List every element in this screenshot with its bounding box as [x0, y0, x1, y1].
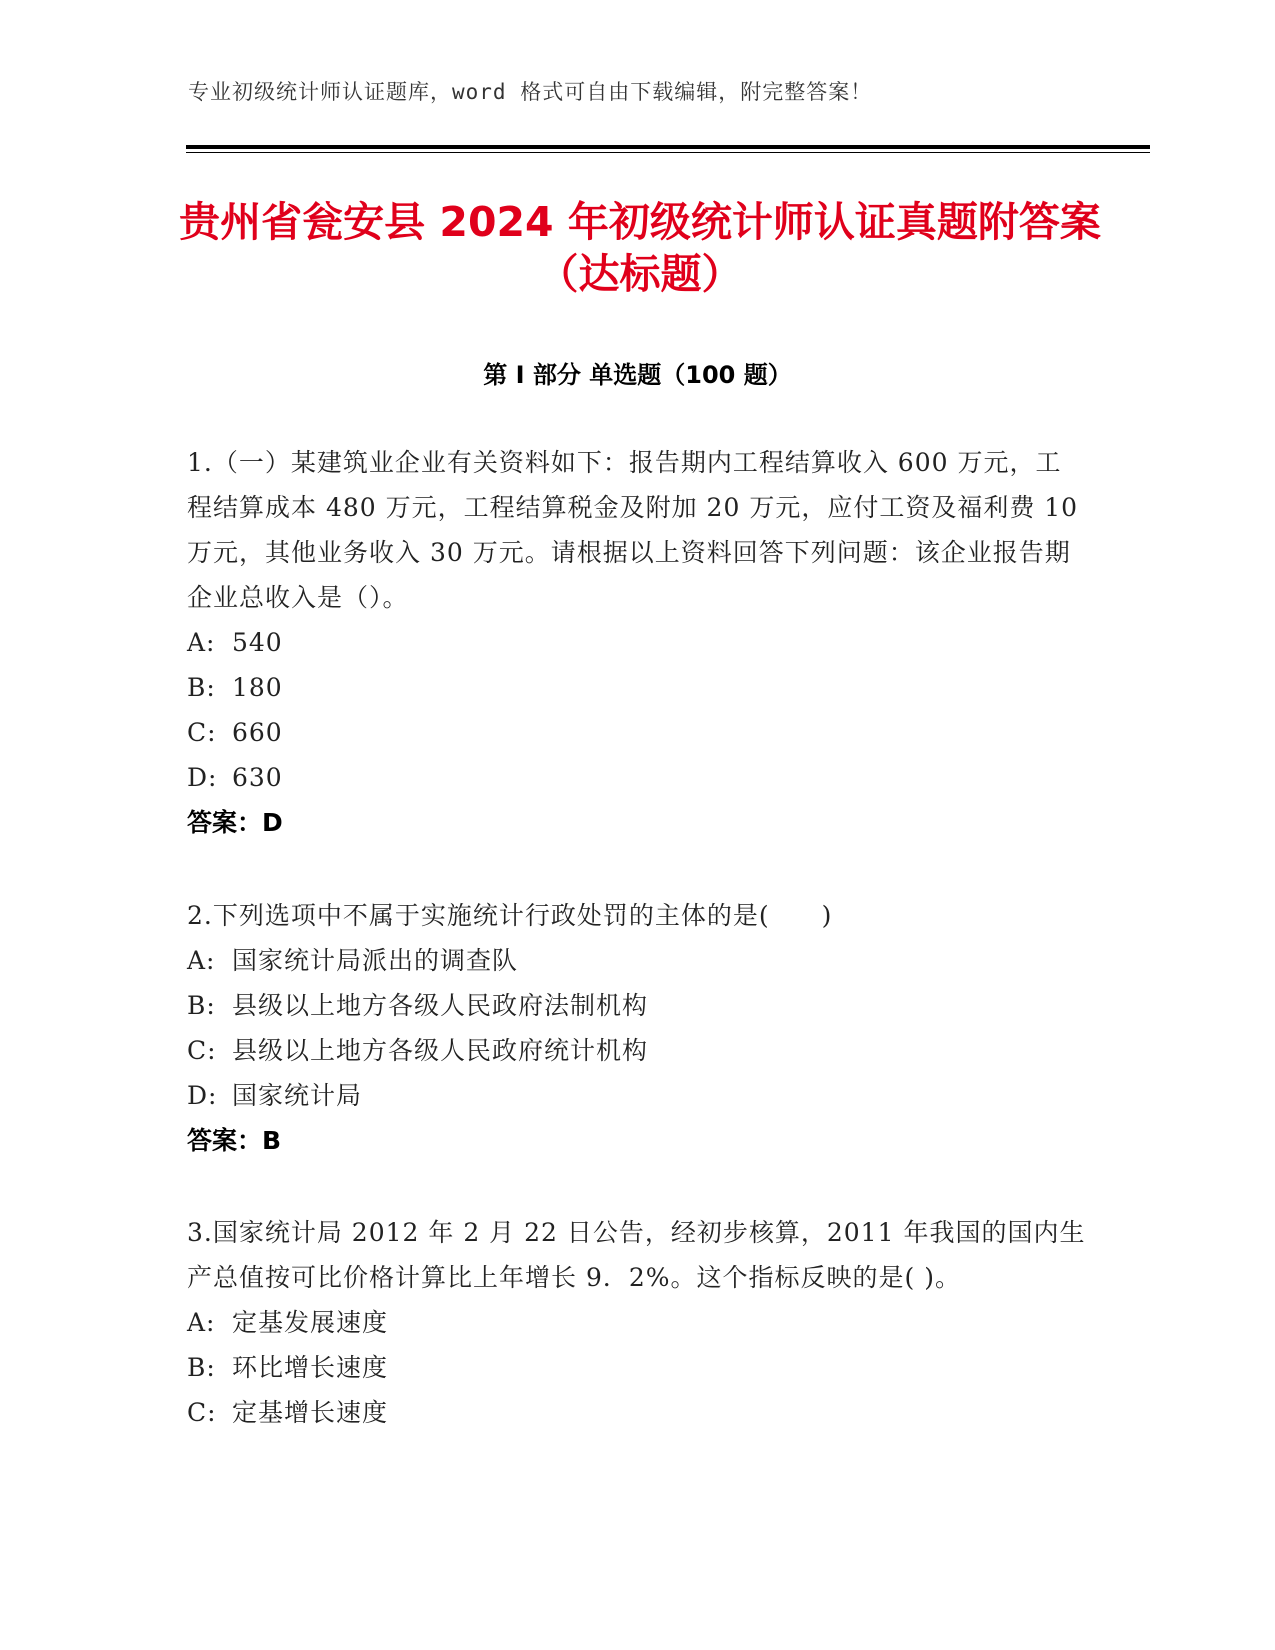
option-text: 县级以上地方各级人民政府法制机构	[232, 991, 649, 1020]
option-b	[187, 665, 1087, 710]
option-a	[187, 620, 1087, 665]
option-letter: C:	[187, 718, 217, 747]
question-2	[187, 893, 1087, 1163]
option-letter: B:	[187, 1353, 216, 1382]
option-c	[187, 710, 1087, 755]
document-title: 贵州省瓮安县 2024 年初级统计师认证真题附答案（达标题）	[179, 198, 1101, 298]
option-text: 660	[232, 718, 283, 747]
option-letter: A:	[187, 946, 216, 975]
option-d	[187, 1073, 1087, 1118]
option-text: 定基发展速度	[232, 1308, 389, 1337]
option-letter: C:	[187, 1398, 217, 1427]
option-c	[187, 1028, 1087, 1073]
option-letter: C:	[187, 1036, 217, 1065]
option-a	[187, 1300, 1087, 1345]
option-letter: A:	[187, 628, 216, 657]
answer-line: 答案：B	[187, 1126, 282, 1155]
option-text: 国家统计局派出的调查队	[232, 946, 519, 975]
option-text: 540	[232, 628, 283, 657]
header-note: 专业初级统计师认证题库，word 格式可自由下载编辑，附完整答案！	[188, 80, 873, 104]
answer-line: 答案：D	[187, 808, 283, 837]
option-letter: B:	[187, 673, 216, 702]
option-a	[187, 938, 1087, 983]
option-letter: D:	[187, 763, 218, 792]
option-letter: A:	[187, 1308, 216, 1337]
header-divider-thick	[186, 145, 1150, 149]
option-d	[187, 755, 1087, 800]
option-b	[187, 1345, 1087, 1390]
question-text: 2.下列选项中不属于实施统计行政处罚的主体的是( )	[187, 901, 833, 930]
option-text: 国家统计局	[232, 1081, 363, 1110]
option-text: 环比增长速度	[232, 1353, 389, 1382]
option-text: 180	[232, 673, 283, 702]
option-c	[187, 1390, 1087, 1435]
option-letter: D:	[187, 1081, 218, 1110]
question-1	[187, 440, 1087, 845]
option-text: 县级以上地方各级人民政府统计机构	[232, 1036, 649, 1065]
question-text: 3.国家统计局 2012 年 2 月 22 日公告，经初步核算，2011 年我国的国内生产总值按可比价格计算比上年增长 9．2%。这个指标反映的是( )。	[187, 1218, 1086, 1292]
option-letter: B:	[187, 991, 216, 1020]
option-b	[187, 983, 1087, 1028]
question-3	[187, 1210, 1087, 1435]
question-text: 1.（一）某建筑业企业有关资料如下：报告期内工程结算收入 600 万元，工程结算成本 480 万元，工程结算税金及附加 20 万元，应付工资及福利费 10 万元，其他业务收入 30 万元。请根据以上资料回答下列问题：该企业报告期企业总收入是（）。	[187, 448, 1079, 612]
header-divider-thin	[186, 152, 1150, 153]
option-text: 定基增长速度	[232, 1398, 389, 1427]
option-text: 630	[232, 763, 283, 792]
section-heading: 第 I 部分 单选题（100 题）	[483, 361, 792, 389]
